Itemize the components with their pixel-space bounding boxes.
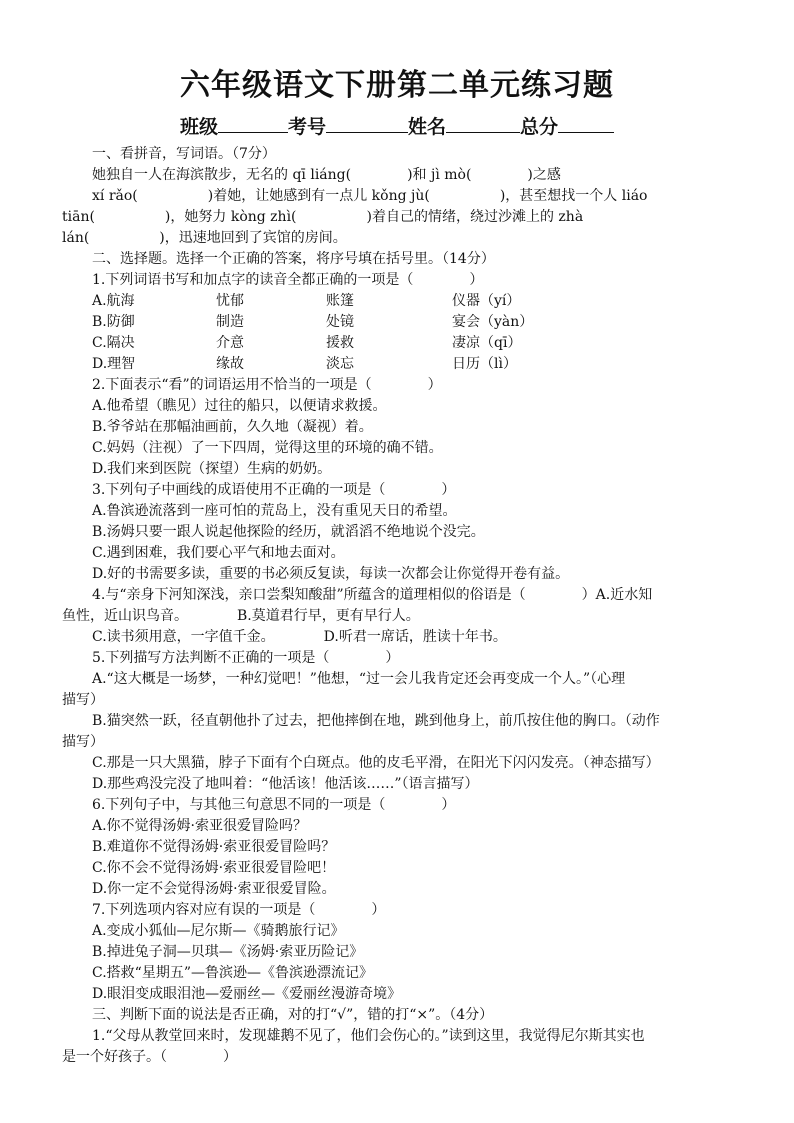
q1-a-word-2: 忧郁 <box>216 293 244 309</box>
q3-option-d: D.好的书需要多读，重要的书必须反复读，每读一次都会让你觉得开卷有益。 <box>92 566 570 582</box>
question-1: 1.下列词语书写和加点字的读音全都正确的一项是（ ） <box>92 272 484 288</box>
q2-option-c: C.妈妈（注视）了一下四周，觉得这里的环境的确不错。 <box>92 440 443 456</box>
q6-option-c: C.你不会不觉得汤姆·索亚很爱冒险吧！ <box>92 860 336 876</box>
q1-c-word-2: 介意 <box>216 335 244 351</box>
question-6: 6.下列句子中，与其他三句意思不同的一项是（ ） <box>92 797 456 813</box>
pinyin-line-4: lán( )，迅速地回到了宾馆的房间。 <box>62 230 347 246</box>
judge-question-1-cont: 是一个好孩子。（ ） <box>62 1049 237 1065</box>
score-label: 总分 <box>520 116 559 138</box>
question-7: 7.下列选项内容对应有误的一项是（ ） <box>92 902 386 918</box>
q1-d-word-4: 日历（lì） <box>452 356 517 372</box>
pinyin-line-3: tiān( )，她努力 kòng zhì( )着自己的情绪，绕过沙滩上的 zhà <box>62 209 584 225</box>
q6-option-b: B.难道你不觉得汤姆·索亚很爱冒险吗？ <box>92 839 336 855</box>
judge-question-1: 1.“父母从教堂回来时，发现雄鹅不见了，他们会伤心的。”读到这里，我觉得尼尔斯其实也 <box>92 1028 645 1044</box>
q1-a-word-3: 账篷 <box>326 293 354 309</box>
q7-option-c: C.搭救“星期五”—鲁滨逊—《鲁滨逊漂流记》 <box>92 965 373 981</box>
q3-option-a: A.鲁滨逊流落到一座可怕的荒岛上，没有重见天日的希望。 <box>92 503 457 519</box>
question-5: 5.下列描写方法判断不正确的一项是（ ） <box>92 650 400 666</box>
q1-a-word-4: 仪器（yí） <box>452 293 521 309</box>
q1-a-word-1: A.航海 <box>92 293 135 309</box>
q1-d-word-1: D.理智 <box>92 356 136 372</box>
q2-option-a: A.他希望（瞧见）过往的船只，以便请求救援。 <box>92 398 387 414</box>
section-1-heading: 一、看拼音，写词语。（7分） <box>92 146 276 162</box>
student-info-line <box>0 112 794 139</box>
q5-option-d: D.那些鸡没完没了地叫着：“他活该！他活该……”（语言描写） <box>92 776 479 792</box>
q1-c-word-3: 援救 <box>326 335 354 351</box>
q7-option-d: D.眼泪变成眼泪池—爱丽丝—《爱丽丝漫游奇境》 <box>92 986 402 1002</box>
q5-option-c: C.那是一只大黑猫，脖子下面有个白斑点。他的皮毛平滑，在阳光下闪闪发亮。（神态描写） <box>92 755 660 771</box>
q5-option-a-cont: 描写） <box>62 692 104 708</box>
q1-b-word-3: 处镜 <box>326 314 354 330</box>
q4-options-line-2: C.读书须用意，一字值千金。 D.听君一席话，胜读十年书。 <box>92 629 507 645</box>
q1-c-word-1: C.隔决 <box>92 335 135 351</box>
section-2-heading: 二、选择题。选择一个正确的答案，将序号填在括号里。（14分） <box>92 251 495 267</box>
name-label: 姓名 <box>408 116 447 138</box>
question-4: 4.与“亲身下河知深浅，亲口尝梨知酸甜”所蕴含的道理相似的俗语是（ ）A.近水知 <box>92 587 653 603</box>
exam-number-label: 考号 <box>287 116 326 138</box>
page-title: 六年级语文下册第二单元练习题 <box>180 68 614 103</box>
section-3-heading: 三、判断下面的说法是否正确，对的打“√”，错的打“×”。（4分） <box>92 1007 494 1023</box>
question-3: 3.下列句子中画线的成语使用不正确的一项是（ ） <box>92 482 456 498</box>
exam-number-blank[interactable] <box>326 114 408 133</box>
q1-d-word-2: 缘故 <box>216 356 244 372</box>
q6-option-d: D.你一定不会觉得汤姆·索亚很爱冒险。 <box>92 881 336 897</box>
q5-option-b: B.猫突然一跃，径直朝他扑了过去，把他摔倒在地，跳到他身上，前爪按住他的胸口。（动作 <box>92 713 660 729</box>
class-blank[interactable] <box>218 114 288 133</box>
q2-option-d: D.我们来到医院（探望）生病的奶奶。 <box>92 461 332 477</box>
pinyin-line-2: xí rǎo( )着她，让她感到有一点儿 kǒng jù( )，甚至想找一个人 liáo <box>92 188 648 204</box>
q4-options-line-1: 鱼性，近山识鸟音。 B.莫道君行早，更有早行人。 <box>62 608 420 624</box>
q3-option-c: C.遇到困难，我们要心平气和地去面对。 <box>92 545 345 561</box>
class-label: 班级 <box>179 116 218 138</box>
q5-option-b-cont: 描写） <box>62 734 104 750</box>
q6-option-a: A.你不觉得汤姆·索亚很爱冒险吗？ <box>92 818 308 834</box>
q1-b-word-2: 制造 <box>216 314 244 330</box>
question-2: 2.下面表示“看”的词语运用不恰当的一项是（ ） <box>92 377 442 393</box>
score-blank[interactable] <box>558 114 614 133</box>
name-blank[interactable] <box>446 114 520 133</box>
q1-b-word-4: 宴会（yàn） <box>452 314 534 330</box>
pinyin-line-1: 她独自一人在海滨散步，无名的 qī liáng( )和 jì mò( )之感 <box>92 167 561 183</box>
q7-option-b: B.掉进兔子洞—贝琪—《汤姆·索亚历险记》 <box>92 944 364 960</box>
q1-b-word-1: B.防御 <box>92 314 135 330</box>
q3-option-b: B.汤姆只要一跟人说起他探险的经历，就滔滔不绝地说个没完。 <box>92 524 485 540</box>
q2-option-b: B.爷爷站在那幅油画前，久久地（凝视）着。 <box>92 419 373 435</box>
q1-c-word-4: 凄凉（qī） <box>452 335 522 351</box>
q5-option-a: A.“这大概是一场梦，一种幻觉吧！”他想，“过一会儿我肯定还会再变成一个人。”（心理 <box>92 671 626 687</box>
q1-d-word-3: 淡忘 <box>326 356 354 372</box>
q7-option-a: A.变成小狐仙—尼尔斯—《骑鹅旅行记》 <box>92 923 345 939</box>
